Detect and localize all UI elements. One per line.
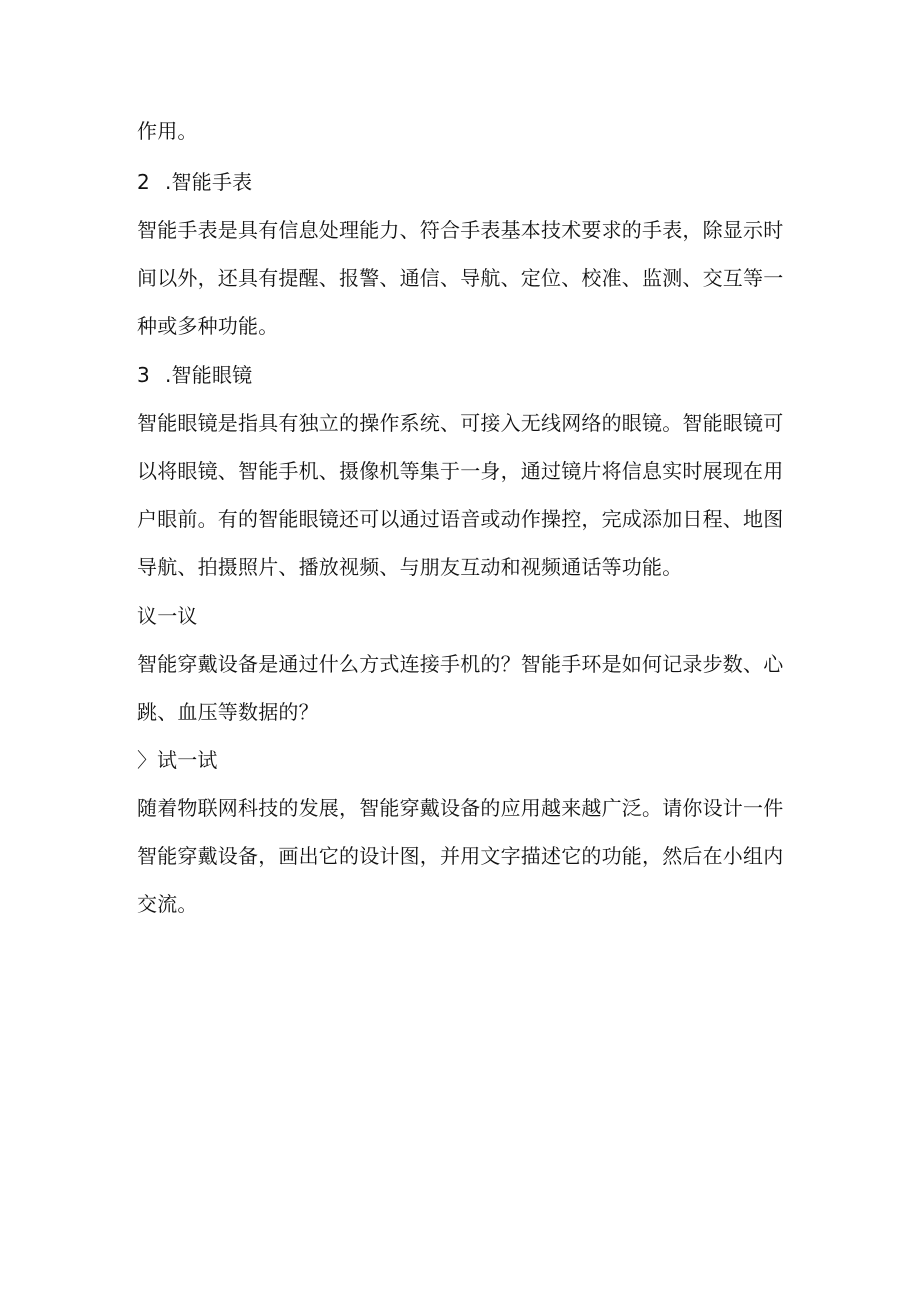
paragraph-line: 智能穿戴设备，画出它的设计图，并用文字描述它的功能，然后在小组内 [137, 844, 784, 868]
paragraph-line: 随着物联网科技的发展，智能穿戴设备的应用越来越广泛。请你设计一件 [137, 796, 784, 820]
section-heading-smartglasses [137, 363, 787, 387]
paragraph-line: 交流。 [137, 892, 198, 916]
paragraph-line: 智能眼镜是指具有独立的操作系统、可接入无线网络的眼镜。智能眼镜可 [137, 411, 784, 435]
paragraph-line: 跳、血压等数据的？ [137, 700, 319, 724]
heading-number: 2 [137, 170, 150, 194]
paragraph-line: 智能穿戴设备是通过什么方式连接手机的？智能手环是如何记录步数、心 [137, 652, 784, 676]
section-heading-smartwatch [137, 170, 787, 194]
try-heading-label: 试一试 [157, 748, 218, 772]
heading-title: .智能眼镜 [165, 363, 253, 387]
angle-bracket-icon: 〉 [137, 748, 158, 772]
paragraph-line: 以将眼镜、智能手机、摄像机等集于一身，通过镜片将信息实时展现在用 [137, 459, 784, 483]
heading-title: .智能手表 [165, 170, 253, 194]
discuss-heading: 议一议 [137, 604, 198, 628]
paragraph-line: 导航、拍摄照片、播放视频、与朋友互动和视频通话等功能。 [137, 555, 683, 579]
try-heading [137, 748, 787, 772]
paragraph-line: 种或多种功能。 [137, 314, 279, 338]
paragraph-line: 间以外，还具有提醒、报警、通信、导航、定位、校准、监测、交互等一 [137, 266, 784, 290]
paragraph-line: 户眼前。有的智能眼镜还可以通过语音或动作操控，完成添加日程、地图 [137, 507, 784, 531]
paragraph-line: 作用。 [137, 119, 198, 143]
heading-number: 3 [137, 363, 150, 387]
paragraph-line: 智能手表是具有信息处理能力、符合手表基本技术要求的手表，除显示时 [137, 218, 784, 242]
